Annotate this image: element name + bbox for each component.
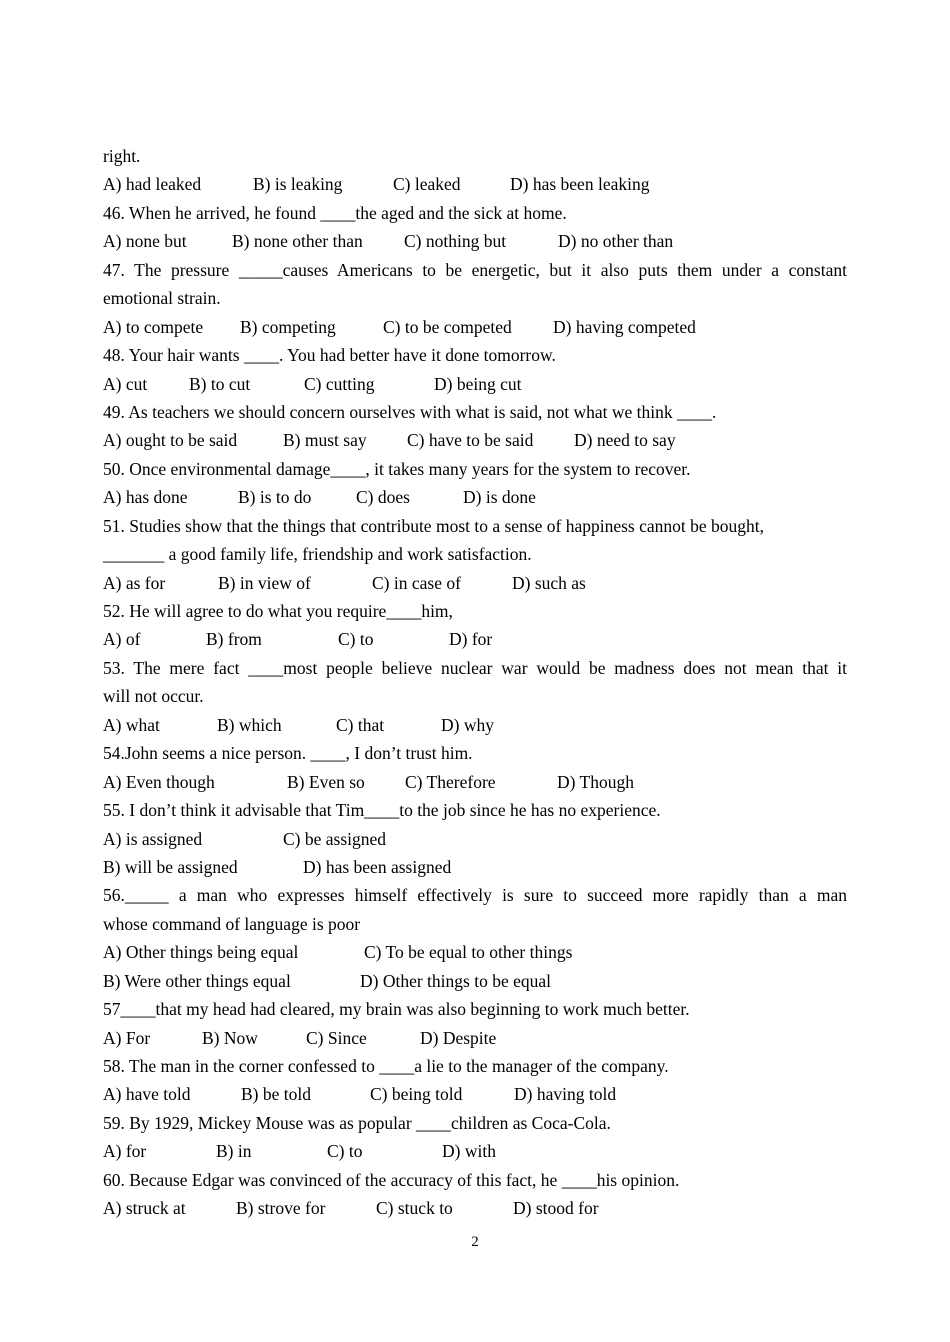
question-text: 55. I don’t think it advisable that Tim____to the job since he has no experience. — [103, 800, 661, 821]
answer-options — [103, 967, 847, 995]
answer-option: A) cut — [103, 373, 148, 394]
answer-option: D) is done — [463, 487, 536, 508]
answer-option: C) Since — [306, 1027, 367, 1048]
question-text: 52. He will agree to do what you require____him, — [103, 601, 453, 621]
question-text: 51. Studies show that the things that contribute most to a sense of happiness cannot be bought, — [103, 515, 765, 536]
answer-options — [103, 569, 847, 597]
answer-option: B) is to do — [238, 487, 312, 508]
answer-option: D) why — [441, 714, 494, 735]
answer-option: A) as for — [103, 572, 166, 593]
answer-option: D) Though — [557, 771, 634, 792]
answer-option: C) does — [356, 487, 410, 508]
answer-option: D) having told — [514, 1084, 617, 1105]
answer-option: A) is assigned — [103, 828, 203, 849]
answer-options — [103, 625, 847, 653]
question-text: 58. The man in the corner confessed to ____a lie to the manager of the company. — [103, 1056, 669, 1076]
question-text: 48. Your hair wants ____. You had better have it done tomorrow. — [103, 345, 556, 366]
page-number: 2 — [471, 1234, 479, 1250]
answer-options — [103, 853, 847, 881]
answer-option: B) Were other things equal — [103, 970, 291, 991]
answer-options — [103, 768, 847, 796]
answer-option: C) nothing but — [404, 231, 507, 252]
answer-options — [103, 1024, 847, 1052]
answer-option: C) to — [338, 629, 374, 650]
answer-option: C) to — [327, 1141, 363, 1162]
question-text: emotional strain. — [103, 288, 221, 309]
answer-option: B) which — [217, 714, 282, 735]
answer-option: C) To be equal to other things — [364, 942, 573, 963]
question-text: will not occur. — [103, 686, 204, 707]
answer-option: D) Other things to be equal — [360, 970, 551, 991]
answer-options — [103, 1194, 847, 1222]
question-text: 57____that my head had cleared, my brain was also beginning to work much better. — [103, 999, 690, 1020]
answer-option: C) that — [336, 714, 385, 735]
answer-option: A) has done — [103, 487, 188, 508]
answer-option: A) ought to be said — [103, 430, 238, 451]
answer-option: B) in view of — [218, 572, 311, 593]
answer-option: C) in case of — [372, 572, 461, 593]
answer-option: B) will be assigned — [103, 856, 238, 877]
answer-option: D) being cut — [434, 373, 522, 394]
question-text: 56._____ a man who expresses himself effectively is sure to succeed more rapidly than a man — [103, 885, 847, 906]
answer-option: D) need to say — [574, 430, 676, 451]
answer-option: B) Now — [202, 1027, 258, 1048]
question-text: right. — [103, 146, 141, 166]
answer-option: C) to be competed — [383, 316, 512, 337]
question-text: 47. The pressure _____causes Americans to be energetic, but it also puts them under a constant — [103, 259, 847, 280]
answer-option: A) none but — [103, 231, 187, 252]
question-text: 50. Once environmental damage____, it takes many years for the system to recover. — [103, 458, 691, 479]
answer-options — [103, 483, 847, 511]
answer-option: B) in — [216, 1141, 252, 1162]
question-text: 54.John seems a nice person. ____, I don’t trust him. — [103, 743, 473, 764]
answer-option: D) has been assigned — [303, 856, 452, 877]
answer-option: B) be told — [241, 1084, 311, 1105]
answer-option: B) from — [206, 629, 262, 650]
answer-option: A) Other things being equal — [103, 942, 299, 963]
answer-options — [103, 1137, 847, 1165]
answer-option: B) to cut — [189, 373, 251, 394]
answer-option: D) having competed — [553, 316, 696, 337]
answer-option: C) leaked — [393, 174, 461, 195]
answer-option: D) with — [442, 1141, 496, 1162]
question-text: 59. By 1929, Mickey Mouse was as popular ____children as Coca-Cola. — [103, 1112, 611, 1133]
answer-option: B) strove for — [236, 1198, 326, 1219]
answer-option: A) For — [103, 1027, 151, 1048]
question-text: 60. Because Edgar was convinced of the accuracy of this fact, he ____his opinion. — [103, 1169, 680, 1190]
answer-options — [103, 825, 847, 853]
question-text: _______ a good family life, friendship and work satisfaction. — [103, 544, 532, 565]
question-text: 46. When he arrived, he found ____the aged and the sick at home. — [103, 202, 567, 223]
answer-option: A) of — [103, 629, 141, 650]
answer-option: C) stuck to — [376, 1198, 453, 1219]
answer-options — [103, 426, 847, 454]
answer-options — [103, 313, 847, 341]
question-text: 49. As teachers we should concern ourselves with what is said, not what we think ____. — [103, 401, 717, 422]
answer-option: D) such as — [512, 572, 586, 593]
answer-options — [103, 1080, 847, 1108]
answer-option: A) to compete — [103, 316, 204, 337]
answer-option: C) be assigned — [283, 828, 387, 849]
exercise-content — [103, 142, 847, 1223]
question-text: whose command of language is poor — [103, 913, 361, 934]
answer-options — [103, 170, 847, 198]
answer-option: B) must say — [283, 430, 367, 451]
answer-option: A) for — [103, 1141, 147, 1162]
answer-option: A) struck at — [103, 1198, 186, 1219]
answer-option: D) no other than — [558, 231, 674, 252]
answer-option: A) have told — [103, 1084, 191, 1105]
answer-options — [103, 227, 847, 255]
answer-option: D) for — [449, 629, 493, 650]
answer-option: B) Even so — [287, 771, 365, 792]
answer-option: D) Despite — [420, 1027, 497, 1048]
answer-options — [103, 370, 847, 398]
answer-option: C) have to be said — [407, 430, 534, 451]
answer-option: A) what — [103, 714, 160, 735]
answer-option: A) had leaked — [103, 174, 202, 195]
answer-option: B) competing — [240, 316, 336, 337]
answer-option: D) stood for — [513, 1198, 599, 1219]
question-text: 53. The mere fact ____most people believe nuclear war would be madness does not mean that it — [103, 657, 847, 678]
answer-option: B) is leaking — [253, 174, 343, 195]
answer-option: B) none other than — [232, 231, 363, 252]
answer-option: C) being told — [370, 1084, 463, 1105]
answer-options — [103, 711, 847, 739]
answer-option: C) cutting — [304, 373, 375, 394]
answer-options — [103, 938, 847, 966]
answer-option: D) has been leaking — [510, 174, 650, 195]
answer-option: A) Even though — [103, 771, 215, 792]
answer-option: C) Therefore — [405, 771, 496, 792]
